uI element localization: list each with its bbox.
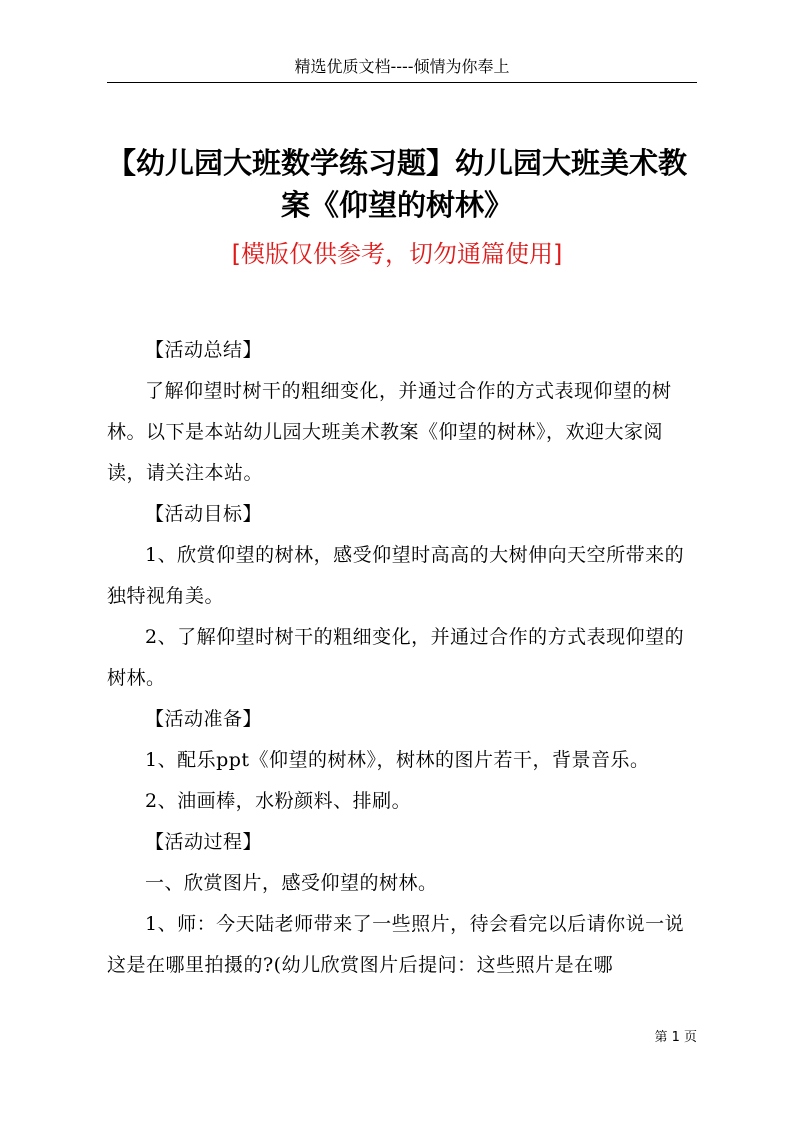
document-body [107, 330, 697, 986]
section-heading-goals: 【活动目标】 [145, 503, 263, 525]
paragraph: 1、师：今天陆老师带来了一些照片，待会看完以后请你说一说这是在哪里拍摄的?(幼儿欣赏图片后提问：这些照片是在哪 [107, 913, 685, 976]
paragraph: 1、欣赏仰望的树林，感受仰望时高高的大树伸向天空所带来的独特视角美。 [107, 544, 685, 607]
page-header: 精选优质文档----倾情为你奉上 [294, 57, 510, 76]
paragraph: 了解仰望时树干的粗细变化，并通过合作的方式表现仰望的树林。以下是本站幼儿园大班美术教案《仰望的树林》，欢迎大家阅读，请关注本站。 [107, 380, 672, 484]
paragraph: 2、油画棒，水粉颜料、排刷。 [145, 790, 412, 812]
paragraph: 一、欣赏图片，感受仰望的树林。 [145, 872, 438, 894]
page-number: 第 1 页 [654, 1030, 697, 1045]
paragraph: 1、配乐ppt《仰望的树林》，树林的图片若干，背景音乐。 [145, 749, 650, 771]
section-heading-summary: 【活动总结】 [145, 339, 263, 361]
section-heading-preparation: 【活动准备】 [145, 708, 263, 730]
document-title [90, 142, 704, 226]
header-divider [107, 82, 697, 83]
title-line-2: 案《仰望的树林》 [280, 188, 513, 222]
template-notice: [模版仅供参考，切勿通篇使用] [231, 240, 563, 268]
section-heading-process: 【活动过程】 [145, 831, 263, 853]
title-line-1: 【幼儿园大班数学练习题】幼儿园大班美术教 [106, 146, 687, 180]
paragraph: 2、了解仰望时树干的粗细变化，并通过合作的方式表现仰望的树林。 [107, 626, 685, 689]
